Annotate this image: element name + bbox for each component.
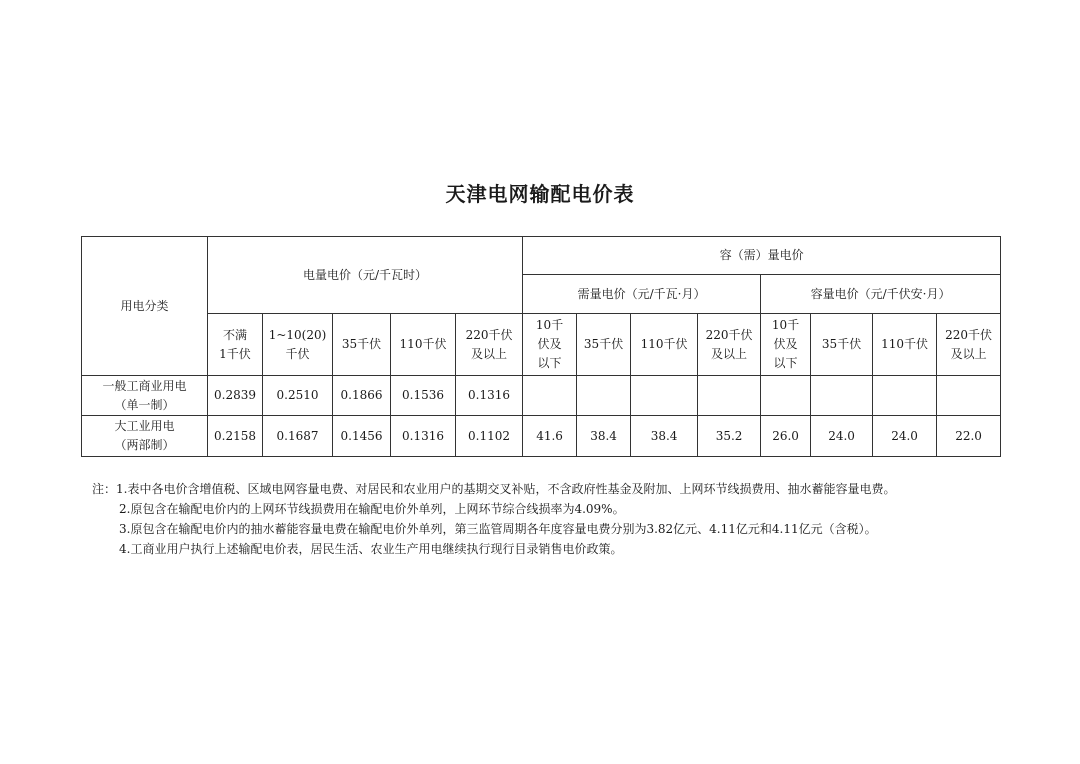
capacity-col-header: 220千伏 及以上 [937, 314, 1001, 376]
table-cell [761, 376, 811, 416]
table-row [82, 416, 1001, 457]
note-line: 注：1.表中各电价含增值税、区域电网容量电费、对居民和农业用户的基期交叉补贴，不含政府性基金及附加、上网环节线损费用、抽水蓄能容量电费。 [92, 482, 896, 496]
table-row [82, 376, 1001, 416]
table-cell: 0.1102 [456, 416, 523, 457]
table-cell: 0.1316 [456, 376, 523, 416]
table-cell: 0.1316 [391, 416, 456, 457]
table-cell: 41.6 [523, 416, 577, 457]
table-cell: 0.2158 [208, 416, 263, 457]
table-cell: 22.0 [937, 416, 1001, 457]
row-label: 一般工商业用电 （单一制） [82, 376, 208, 416]
table-cell: 0.1866 [333, 376, 391, 416]
table-cell: 0.2839 [208, 376, 263, 416]
table-cell [698, 376, 761, 416]
energy-col-header: 1~10(20) 千伏 [263, 314, 333, 376]
row-label: 大工业用电 （两部制） [82, 416, 208, 457]
note-line: 3.原包含在输配电价内的抽水蓄能容量电费在输配电价外单列，第三监管周期各年度容量电费分别为3.82亿元、4.11亿元和4.11亿元（含税）。 [119, 522, 877, 536]
energy-col-header: 220千伏 及以上 [456, 314, 523, 376]
energy-col-header: 110千伏 [391, 314, 456, 376]
table-cell [937, 376, 1001, 416]
document-title: 天津电网输配电价表 [445, 182, 635, 206]
capacity-demand-group-header: 容（需）量电价 [523, 237, 1001, 275]
table-cell: 24.0 [811, 416, 873, 457]
table-cell: 35.2 [698, 416, 761, 457]
demand-col-header: 220千伏 及以上 [698, 314, 761, 376]
table-cell [631, 376, 698, 416]
energy-col-header: 不满 1千伏 [208, 314, 263, 376]
note-line: 4.工商业用户执行上述输配电价表，居民生活、农业生产用电继续执行现行目录销售电价政策。 [119, 542, 623, 556]
table-cell: 0.1687 [263, 416, 333, 457]
table-cell: 0.2510 [263, 376, 333, 416]
table-cell [523, 376, 577, 416]
capacity-col-header: 35千伏 [811, 314, 873, 376]
energy-price-group-header: 电量电价（元/千瓦时） [208, 237, 523, 314]
demand-col-header: 10千 伏及 以下 [523, 314, 577, 376]
table-cell [873, 376, 937, 416]
capacity-price-header: 容量电价（元/千伏安·月） [761, 275, 1001, 314]
capacity-col-header: 110千伏 [873, 314, 937, 376]
notes-section [92, 479, 1002, 559]
energy-col-header: 35千伏 [333, 314, 391, 376]
table-cell: 0.1456 [333, 416, 391, 457]
transmission-price-table [81, 236, 1001, 457]
table-cell: 38.4 [631, 416, 698, 457]
capacity-col-header: 10千 伏及 以下 [761, 314, 811, 376]
table-cell [577, 376, 631, 416]
demand-col-header: 35千伏 [577, 314, 631, 376]
table-cell: 24.0 [873, 416, 937, 457]
note-line: 2.原包含在输配电价内的上网环节线损费用在输配电价外单列，上网环节综合线损率为4.09%。 [119, 502, 625, 516]
table-cell: 26.0 [761, 416, 811, 457]
table-cell [811, 376, 873, 416]
demand-col-header: 110千伏 [631, 314, 698, 376]
category-header: 用电分类 [82, 237, 208, 376]
table-cell: 0.1536 [391, 376, 456, 416]
table-cell: 38.4 [577, 416, 631, 457]
demand-price-header: 需量电价（元/千瓦·月） [523, 275, 761, 314]
